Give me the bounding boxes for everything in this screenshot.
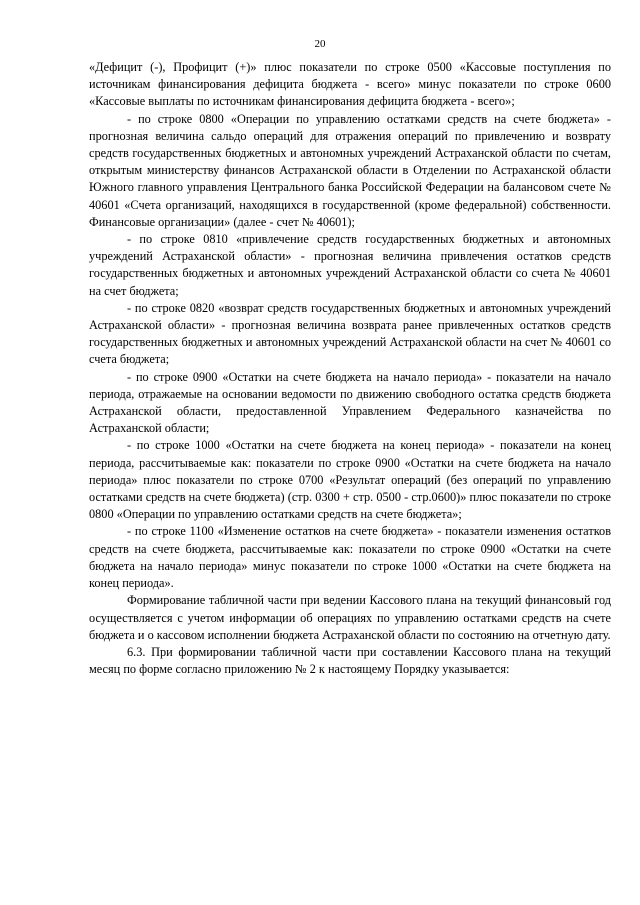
paragraph-deficit-continuation: «Дефицит (-), Профицит (+)» плюс показатели по строке 0500 «Кассовые поступления по источникам финансирования дефицита бюджета - всего» минус показатели по строке 0600 «Кассовые выплаты по источникам финансирования дефицита бюджета - всего»;: [89, 60, 611, 109]
paragraph-line-1100: - по строке 1100 «Изменение остатков на счете бюджета» - показатели изменения остатков средств на счете бюджета, рассчитываемые как: показатели по строке 0900 «Остатки на счете бюджета на начало периода» минус показатели по строке 1000 «Остатки на счете бюджета на конец периода».: [89, 524, 611, 591]
paragraph-line-0900: - по строке 0900 «Остатки на счете бюджета на начало периода» - показатели на начало периода, отражаемые на основании ведомости по движению свободного остатка средств бюджета Астраханской области, предоставленной Управлением Федерального казначейства по Астраханской области;: [89, 369, 611, 436]
document-body: [89, 59, 611, 678]
paragraph-line-1000: - по строке 1000 «Остатки на счете бюджета на конец периода» - показатели на конец периода, рассчитываемые как: показатели по строке 0900 «Остатки на счете бюджета на начало периода» плюс показатели по строке 0700 «Результат операций (без операций по управлению остатками средств на счете бюджета) (стр. 0300 + стр. 0500 - стр.0600)» плюс показатели по строке 0800 «Операции по управлению остатками средств на счете бюджета»;: [89, 438, 611, 522]
paragraph-line-0820: - по строке 0820 «возврат средств государственных бюджетных и автономных учреждений Астраханской области» - прогнозная величина возврата ранее привлеченных остатков средств государственных бюджетных и автономных учреждений Астраханской области на счет № 40601 со счета бюджета;: [89, 300, 611, 367]
paragraph-section-6-3: 6.3. При формировании табличной части при составлении Кассового плана на текущий месяц по форме согласно приложению № 2 к настоящему Порядку указывается:: [89, 644, 611, 677]
paragraph-table-formation: Формирование табличной части при ведении Кассового плана на текущий финансовый год осуществляется с учетом информации об операциях по управлению остатками средств на счете бюджета и о кассовом исполнении бюджета Астраханской области по состоянию на отчетную дату.: [89, 593, 611, 642]
paragraph-line-0800: - по строке 0800 «Операции по управлению остатками средств на счете бюджета» - прогнозная величина сальдо операций для отражения операций по привлечению и возврату средств государственных бюджетных и автономных учреждений Астраханской области по счетам, открытым министерству финансов Астраханской области в Отделении по Астраханской области Южного главного управления Центрального банка Российской Федерации на балансовом счете № 40601 «Счета организаций, находящихся в государственной (кроме федеральной) собственности. Финансовые организации» (далее - счет № 40601);: [89, 111, 611, 229]
paragraph-line-0810: - по строке 0810 «привлечение средств государственных бюджетных и автономных учреждений Астраханской области» - прогнозная величина привлечения остатков средств государственных бюджетных и автономных учреждений Астраханской области со счета № 40601 на счет бюджета;: [89, 232, 611, 298]
page-number: 20: [314, 38, 326, 50]
